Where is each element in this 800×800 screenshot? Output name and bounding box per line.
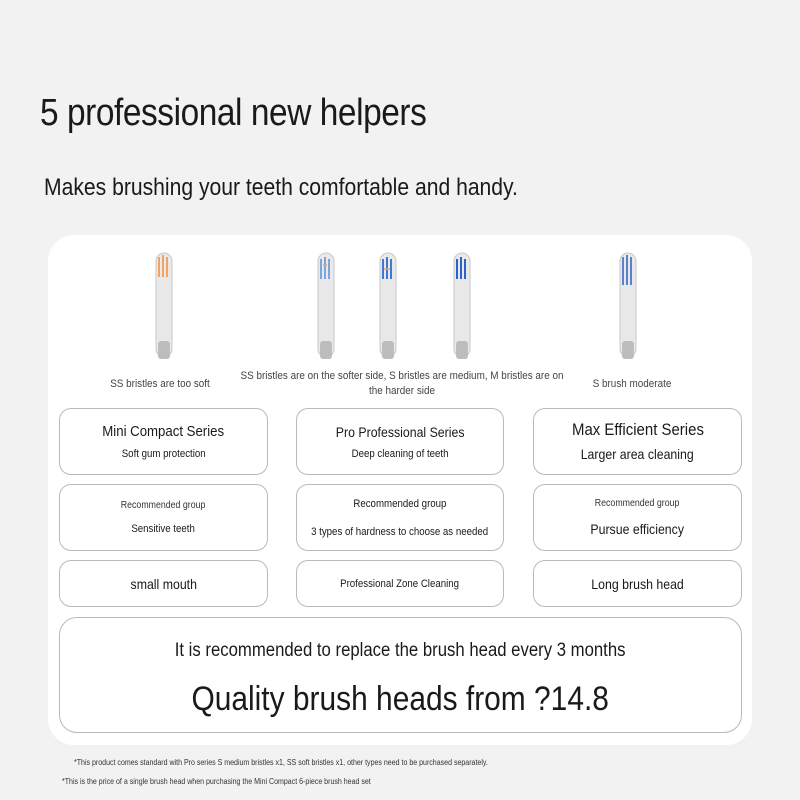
pro-extra-card (296, 560, 504, 607)
caption-pro: SS bristles are on the softer side, S bristles are medium, M bristles are on the harder side (240, 370, 564, 397)
series-name: Max Efficient Series (571, 419, 704, 439)
recommended-label: Recommended group (595, 498, 680, 509)
recommended-label: Recommended group (353, 497, 447, 510)
promo-card (59, 617, 742, 733)
mini-recommended-card (59, 484, 268, 551)
series-feature: Soft gum protection (121, 447, 206, 460)
brush-head-pro-ss-image (306, 245, 346, 367)
max-recommended-card (533, 484, 742, 551)
footnote-price: *This is the price of a single brush head when purchasing the Mini Compact 6-piece brush head set (62, 777, 371, 786)
brush-head-max-s-image (608, 245, 648, 367)
caption-max: S brush moderate (592, 378, 672, 390)
recommended-value: 3 types of hardness to choose as needed (311, 525, 489, 538)
series-name: Pro Professional Series (335, 423, 465, 440)
pro-recommended-card (296, 484, 504, 551)
recommended-value: Sensitive teeth (131, 523, 196, 535)
page-title: 5 professional new helpers (40, 92, 427, 134)
price-headline: Quality brush heads from ?14.8 (191, 680, 610, 718)
recommended-value: Pursue efficiency (590, 521, 685, 537)
mini-extra-card (59, 560, 268, 607)
caption-mini: SS bristles are too soft (110, 378, 210, 390)
pro-series-card (296, 408, 504, 475)
extra-feature: small mouth (130, 575, 197, 592)
replace-recommendation: It is recommended to replace the brush head every 3 months (175, 640, 626, 661)
page-subtitle: Makes brushing your teeth comfortable and handy. (44, 174, 518, 201)
product-panel (48, 235, 752, 745)
extra-feature: Professional Zone Cleaning (340, 577, 460, 590)
max-extra-card (533, 560, 742, 607)
mini-series-card (59, 408, 268, 475)
footnote-standard: *This product comes standard with Pro series S medium bristles x1, SS soft bristles x1, other types need to be purchased separately. (74, 758, 488, 767)
brush-head-pro-m-image (442, 245, 482, 367)
series-feature: Deep cleaning of teeth (351, 447, 449, 460)
brush-head-pro-s-image (368, 245, 408, 367)
extra-feature: Long brush head (591, 575, 684, 592)
series-feature: Larger area cleaning (580, 445, 694, 462)
brush-head-ss-soft-image (144, 245, 184, 367)
series-name: Mini Compact Series (102, 422, 225, 440)
max-series-card (533, 408, 742, 475)
recommended-label: Recommended group (121, 500, 206, 511)
